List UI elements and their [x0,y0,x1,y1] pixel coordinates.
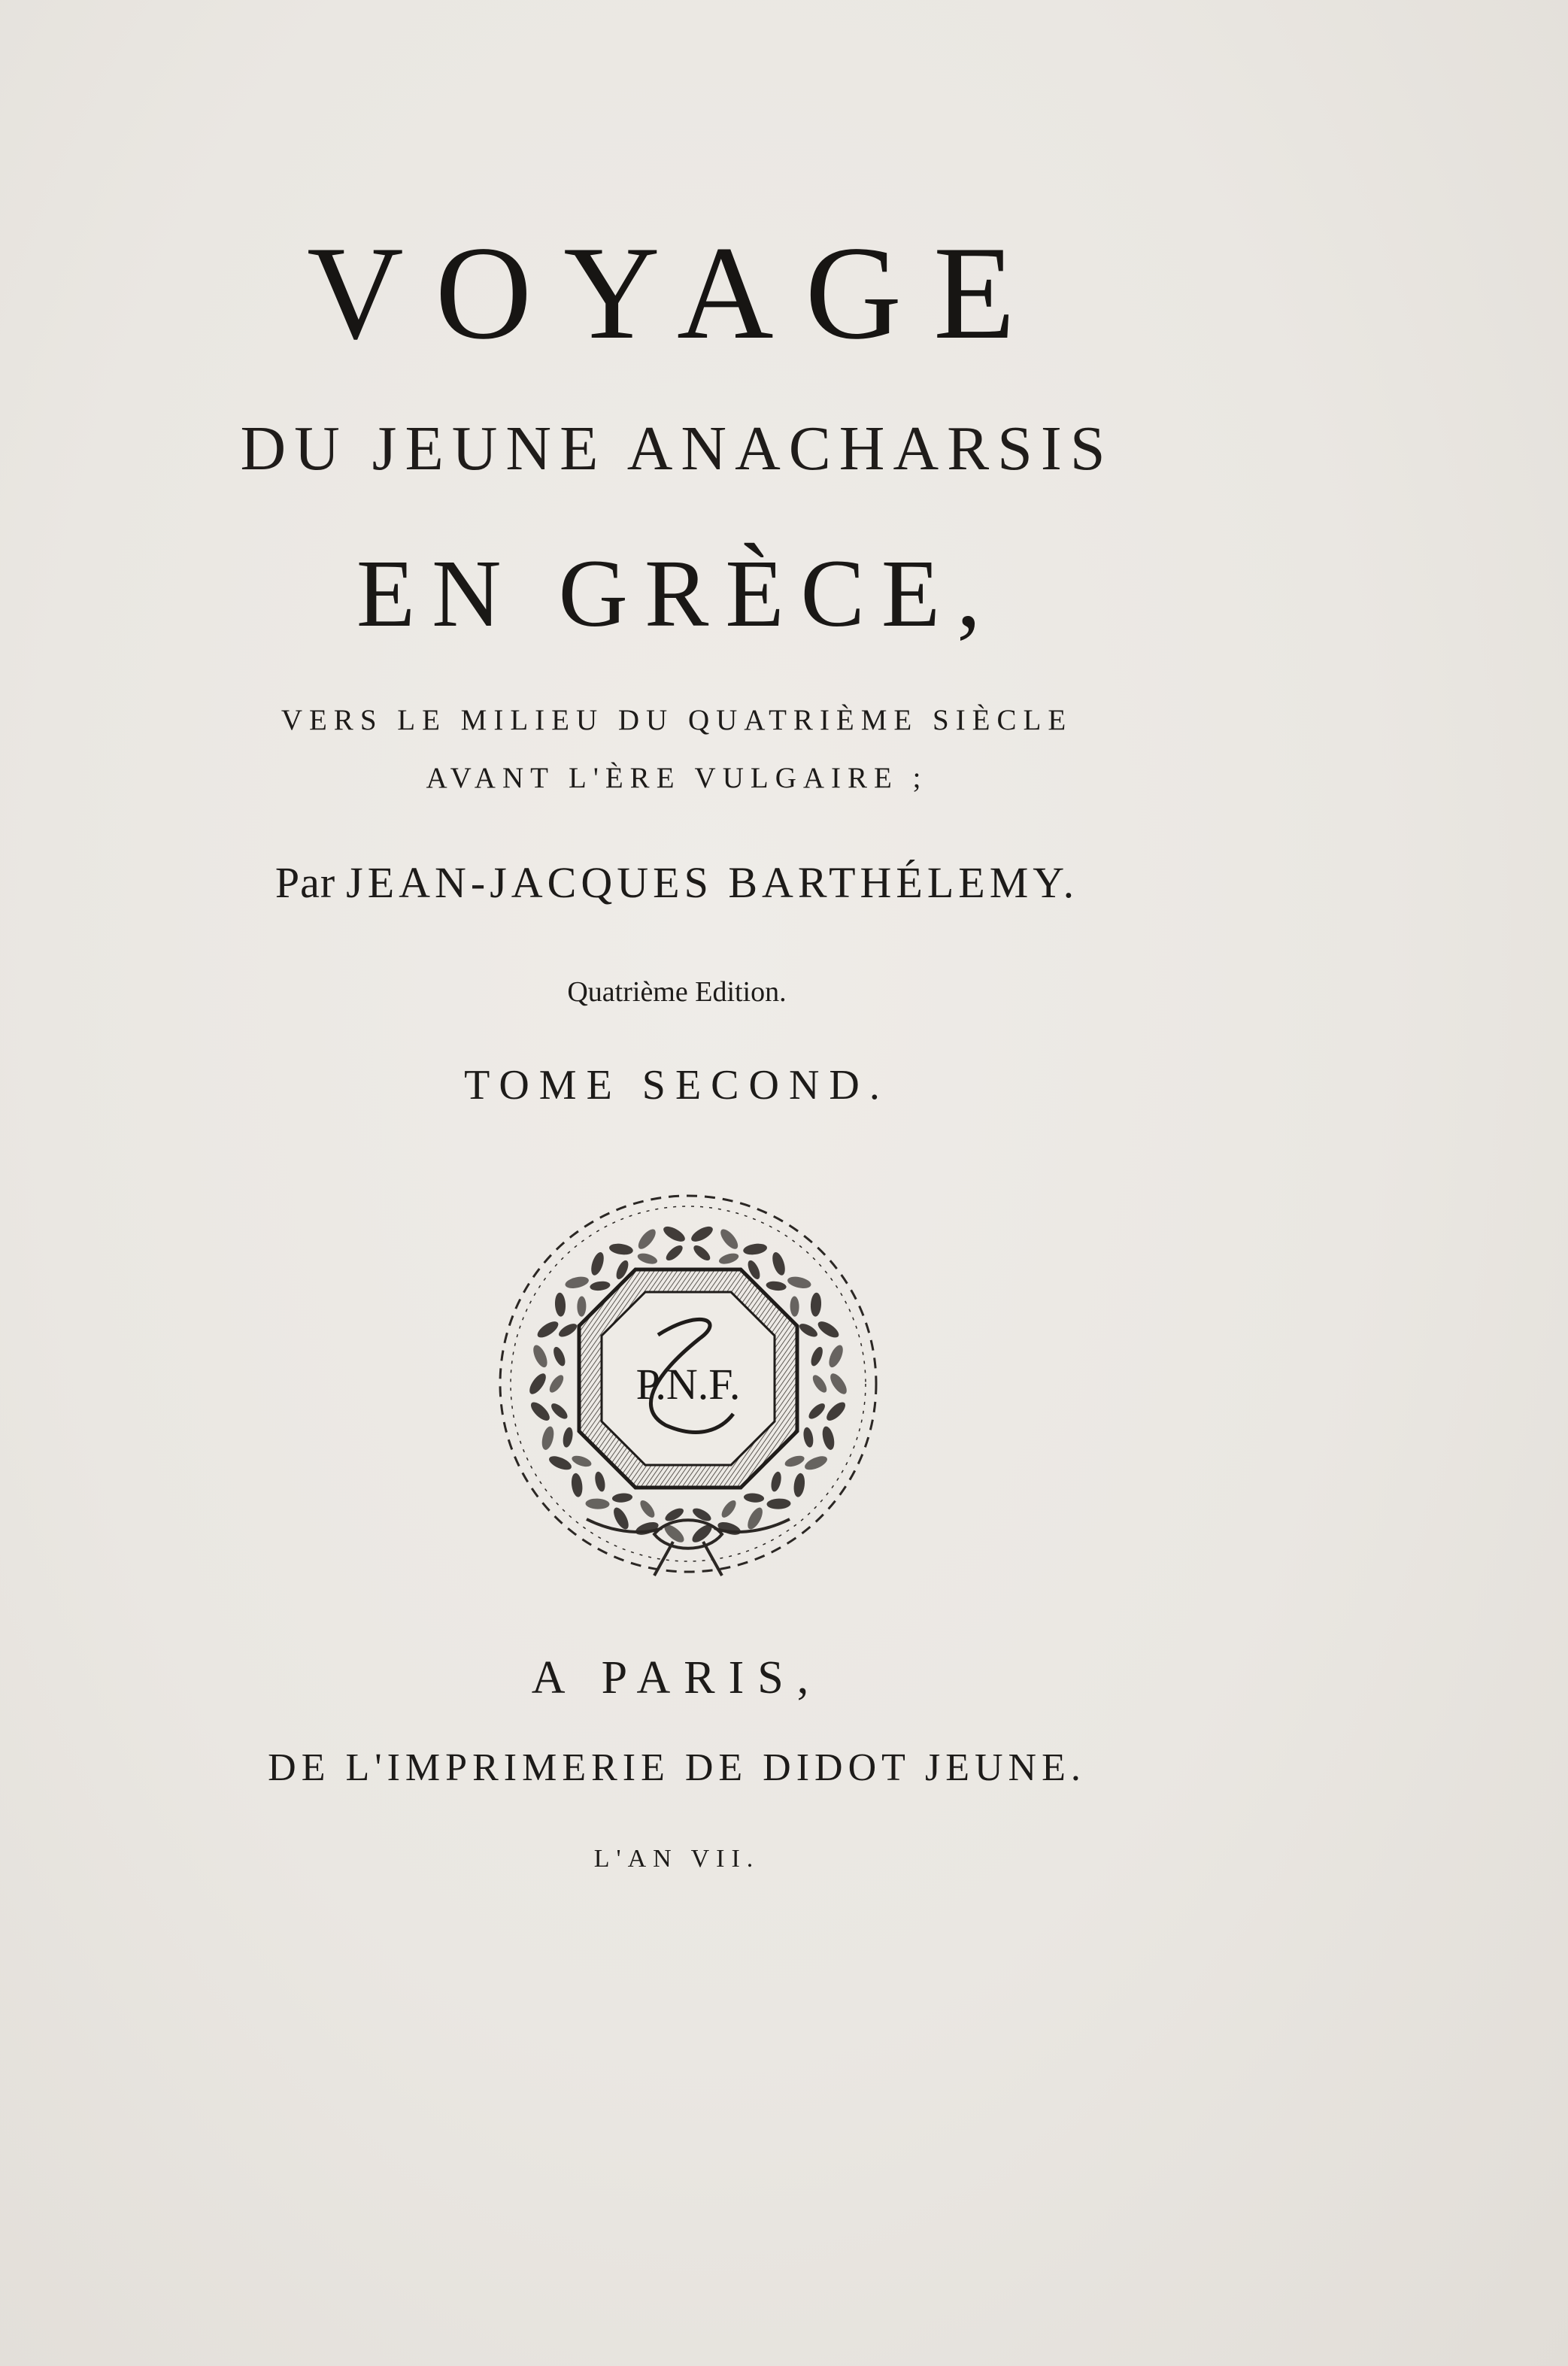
author-name: JEAN-JACQUES BARTHÉLEMY. [346,858,1079,907]
laurel-leaf [766,1498,790,1509]
imprint-city: A PARIS, [531,1652,823,1703]
imprint-year: L'AN VII. [593,1845,760,1873]
laurel-leaf [787,1275,812,1291]
laurel-leaf [802,1427,814,1448]
laurel-leaf [770,1251,787,1277]
laurel-leaf [689,1224,715,1245]
laurel-leaf [717,1227,741,1252]
laurel-leaf [571,1454,593,1469]
laurel-leaf [827,1371,850,1397]
laurel-leaf [661,1224,687,1245]
laurel-leaf [528,1400,553,1424]
laurel-leaf [551,1345,568,1368]
subtitle-line-1: DU JEUNE ANACHARSIS [240,414,1114,484]
laurel-leaf [790,1296,799,1316]
laurel-leaf [557,1321,578,1339]
laurel-leaf [815,1318,841,1340]
book-title: VOYAGE [307,218,1047,367]
laurel-leaf [562,1427,575,1448]
monogram-panel [579,1269,797,1488]
laurel-leaf [691,1243,712,1263]
printer-vignette [474,1181,902,1602]
laurel-leaf [810,1292,822,1317]
laurel-leaf [826,1343,846,1370]
laurel-leaf [766,1280,787,1291]
laurel-leaf [769,1470,783,1492]
laurel-leaf [784,1454,806,1469]
monogram-text: P.N.F. [635,1360,741,1409]
laurel-leaf [540,1425,556,1451]
laurel-leaf [564,1275,590,1291]
laurel-leaf [611,1492,632,1503]
laurel-leaf [820,1425,836,1451]
laurel-leaf [570,1473,584,1498]
laurel-leaf [810,1373,829,1394]
author-line [0,858,1354,907]
laurel-leaf [549,1401,570,1421]
laurel-leaf [743,1492,764,1503]
laurel-leaf [797,1321,819,1339]
laurel-leaf [719,1498,739,1520]
laurel-leaf [526,1371,549,1397]
laurel-leaf [547,1454,574,1473]
laurel-leaf [823,1400,848,1424]
laurel-leaf [577,1296,586,1316]
laurel-leaf [742,1242,768,1257]
period-line-2: AVANT L'ÈRE VULGAIRE ; [426,762,928,794]
laurel-leaf [593,1470,607,1492]
laurel-leaf [663,1243,684,1263]
laurel-leaf [590,1280,611,1291]
laurel-leaf [636,1251,659,1266]
ribbon-bow [587,1519,790,1576]
laurel-leaf [638,1498,657,1520]
laurel-leaf [608,1242,634,1257]
laurel-leaf [589,1251,606,1277]
subtitle-line-2: EN GRÈCE, [356,540,998,647]
laurel-leaf [808,1345,825,1368]
author-prefix: Par [274,858,336,907]
laurel-leaf [535,1318,560,1340]
edition-label: Quatrième Edition. [567,976,787,1008]
imprint-printer: DE L'IMPRIMERIE DE DIDOT JEUNE. [268,1746,1086,1789]
volume-label: TOME SECOND. [464,1062,890,1109]
laurel-leaf [806,1401,827,1421]
laurel-leaf [717,1251,740,1266]
period-line-1: VERS LE MILIEU DU QUATRIÈME SIÈCLE [281,704,1073,736]
laurel-leaf [793,1473,806,1498]
laurel-leaf [554,1292,566,1317]
laurel-leaf [530,1343,550,1370]
laurel-leaf [635,1227,659,1252]
laurel-leaf [803,1454,829,1473]
laurel-leaf [547,1373,566,1394]
laurel-leaf [585,1498,609,1509]
